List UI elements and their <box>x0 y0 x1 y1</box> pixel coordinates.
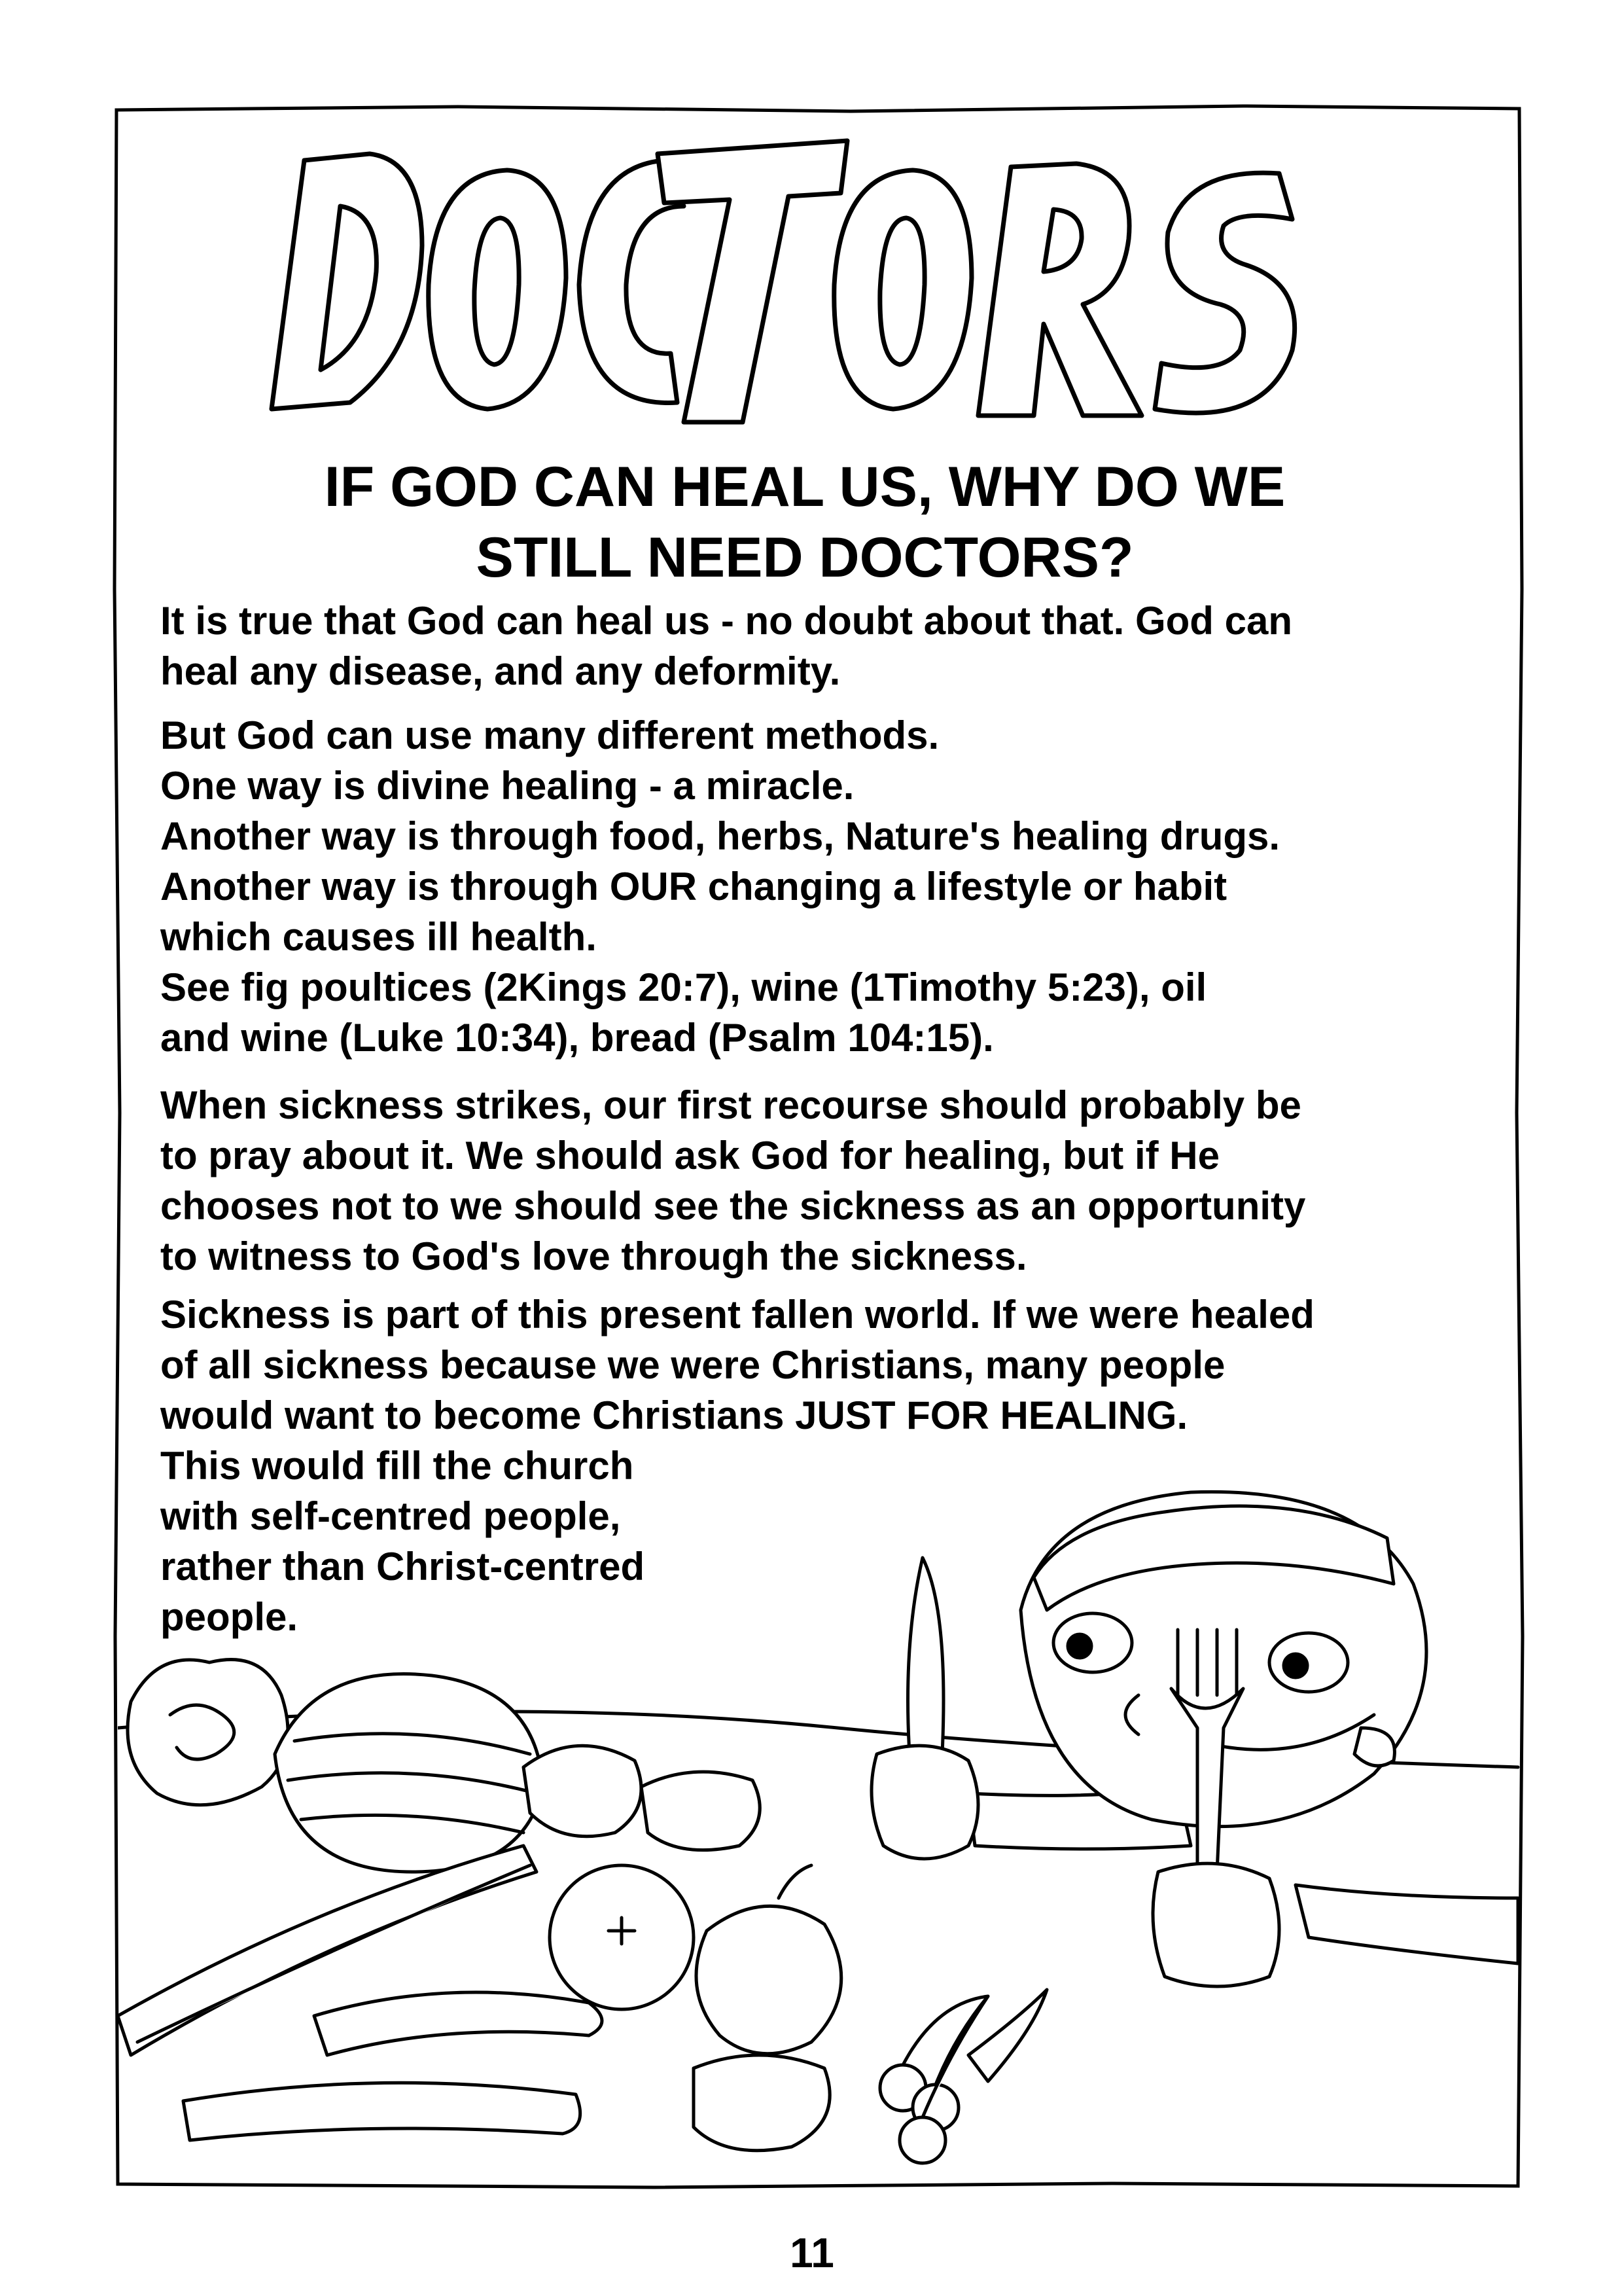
doctors-title-art <box>258 134 1384 429</box>
paragraph-prayer <box>160 1080 1469 1282</box>
text-line: One way is divine healing - a miracle. <box>160 764 855 808</box>
page-heading <box>170 452 1439 593</box>
text-line: This would fill the church <box>160 1444 634 1488</box>
text-line: Another way is through food, herbs, Nature's healing drugs. <box>160 814 1280 858</box>
text-line: and wine (Luke 10:34), bread (Psalm 104:15). <box>160 1016 994 1060</box>
paragraph-methods <box>160 710 1469 1063</box>
heading-line-2: STILL NEED DOCTORS? <box>476 526 1134 589</box>
boy-with-food-illustration <box>118 1479 1525 2186</box>
heading-line-1: IF GOD CAN HEAL US, WHY DO WE <box>324 456 1286 518</box>
text-line: with self-centred people, <box>160 1494 621 1538</box>
text-line: would want to become Christians JUST FOR HEALING. <box>160 1393 1188 1437</box>
text-line: to witness to God's love through the sickness. <box>160 1234 1027 1278</box>
text-line: which causes ill health. <box>160 915 597 959</box>
text-line: rather than Christ-centred <box>160 1545 645 1588</box>
text-line: See fig poultices (2Kings 20:7), wine (1Timothy 5:23), oil <box>160 965 1207 1009</box>
text-line: chooses not to we should see the sickness as an opportunity <box>160 1184 1306 1228</box>
text-line: heal any disease, and any deformity. <box>160 649 841 693</box>
text-line: people. <box>160 1595 298 1639</box>
text-line: But God can use many different methods. <box>160 713 940 757</box>
text-line: Sickness is part of this present fallen world. If we were healed <box>160 1293 1315 1336</box>
page-number: 11 <box>790 2229 834 2276</box>
paragraph-intro <box>160 596 1469 696</box>
text-line: to pray about it. We should ask God for healing, but if He <box>160 1134 1220 1177</box>
text-line: It is true that God can heal us - no doubt about that. God can <box>160 599 1293 643</box>
text-line: Another way is through OUR changing a lifestyle or habit <box>160 865 1227 908</box>
text-line: of all sickness because we were Christians, many people <box>160 1343 1226 1387</box>
text-line: When sickness strikes, our first recourse should probably be <box>160 1083 1301 1127</box>
